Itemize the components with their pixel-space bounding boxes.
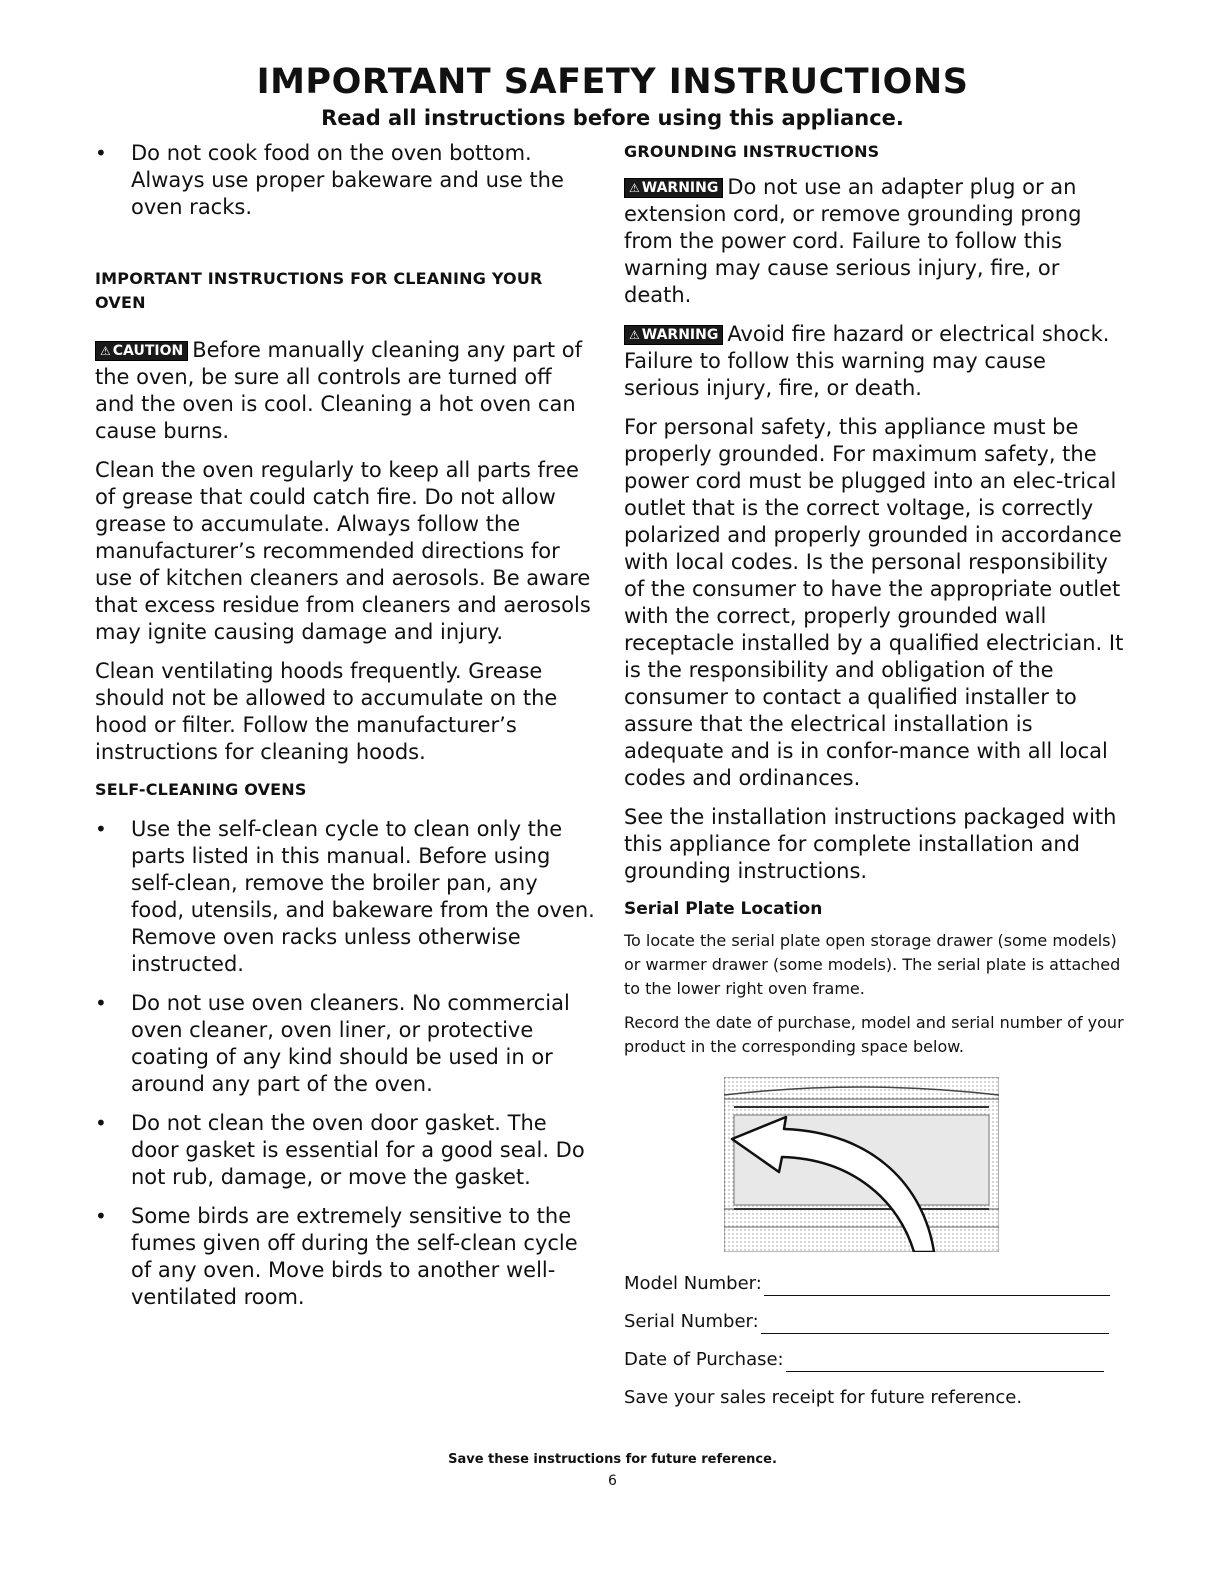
warning-badge-1: ⚠ WARNING xyxy=(624,178,723,198)
caution-paragraph xyxy=(95,337,595,445)
date-of-purchase-label: Date of Purchase: xyxy=(624,1349,784,1370)
caution-text: Before manually cleaning any part of the oven, be sure all controls are turned off and the oven is cool. Cleaning a hot oven can cause burns. xyxy=(95,338,583,443)
grease-paragraph: Clean the oven regularly to keep all parts free of grease that could catch fire. Do not allow grease to accumulate. Always follow the manufacturer’s recommended directions for use of kitchen cleaners and aerosols. Be aware that excess residue from cleaners and aerosols may ignite causing damage and injury. xyxy=(95,458,591,644)
bullet-oven-cleaners: • Do not use oven cleaners. No commercial oven cleaner, oven liner, or protective coating of any kind should be used in or around any part of the oven. xyxy=(95,990,595,1098)
serial-plate-figure xyxy=(724,1077,999,1252)
bullet-birds: • Some birds are extremely sensitive to the fumes given off during the self-clean cycle of any oven. Move birds to another well-ventilated room. xyxy=(95,1203,595,1311)
serial-heading: Serial Plate Location xyxy=(624,899,823,919)
self-clean-heading: SELF-CLEANING OVENS xyxy=(95,780,307,799)
bullet-cook-bottom: • Do not cook food on the oven bottom. Always use proper bakeware and use the oven racks. xyxy=(95,140,595,221)
page-number: 6 xyxy=(608,1473,617,1489)
warning-triangle-icon: ⚠ xyxy=(629,181,640,195)
cleaning-heading: IMPORTANT INSTRUCTIONS FOR CLEANING YOUR OVEN xyxy=(95,269,543,312)
warning-badge-2: ⚠ WARNING xyxy=(624,325,723,345)
bullet-self-clean-parts: • Use the self-clean cycle to clean only the parts listed in this manual. Before using self-clean, remove the broiler pan, any food, utensils, and bakeware from the oven. Remove oven racks unless otherwise instructed. xyxy=(95,816,595,978)
hoods-paragraph: Clean ventilating hoods frequently. Grease should not be allowed to accumulate on the hood or filter. Follow the manufacturer’s instructions for cleaning hoods. xyxy=(95,659,558,764)
warning-paragraph-1 xyxy=(624,174,1124,309)
installation-paragraph: See the installation instructions packaged with this appliance for complete installation and grounding instructions. xyxy=(624,805,1117,883)
warning-triangle-icon: ⚠ xyxy=(100,344,111,358)
date-of-purchase-line xyxy=(786,1351,1104,1372)
caution-badge: ⚠ CAUTION xyxy=(95,341,188,361)
bullet-door-gasket: • Do not clean the oven door gasket. The door gasket is essential for a good seal. Do not rub, damage, or move the gasket. xyxy=(95,1110,595,1191)
warning-triangle-icon: ⚠ xyxy=(629,328,640,342)
serial-text: To locate the serial plate open storage drawer (some models) or warmer drawer (some models). The serial plate is attached to the lower right oven frame. xyxy=(624,931,1121,998)
grounding-heading: GROUNDING INSTRUCTIONS xyxy=(624,142,880,161)
oven-drawer-illustration xyxy=(724,1077,999,1252)
serial-number-row xyxy=(624,1310,1124,1334)
model-number-row xyxy=(624,1272,1124,1296)
right-column xyxy=(624,140,1124,1424)
left-column xyxy=(95,140,595,1323)
model-number-label: Model Number: xyxy=(624,1273,762,1294)
warning-text-2: Avoid fire hazard or electrical shock. Failure to follow this warning may cause serious injury, fire, or death. xyxy=(624,322,1110,400)
page-subtitle: Read all instructions before using this appliance. xyxy=(321,106,904,130)
serial-number-label: Serial Number: xyxy=(624,1311,759,1332)
save-receipt-text: Save your sales receipt for future reference. xyxy=(624,1387,1023,1408)
serial-number-line xyxy=(761,1313,1109,1334)
model-number-line xyxy=(764,1275,1110,1296)
record-text: Record the date of purchase, model and serial number of your product in the corresponding space below. xyxy=(624,1013,1124,1056)
page-title: IMPORTANT SAFETY INSTRUCTIONS xyxy=(256,62,969,102)
warning-paragraph-2 xyxy=(624,321,1124,402)
warning-text-1: Do not use an adapter plug or an extension cord, or remove grounding prong from the power cord. Failure to follow this warning may cause serious injury, fire, or death. xyxy=(624,175,1082,307)
grounding-paragraph: For personal safety, this appliance must be properly grounded. For maximum safety, the power cord must be plugged into an elec-trical outlet that is the correct voltage, is correctly polarized and properly grounded in accordance with local codes. Is the personal responsibility of the consumer to have the appropriate outlet with the correct, properly grounded wall receptacle installed by a qualified electrician. It is the responsibility and obligation of the consumer to contact a qualified installer to assure that the electrical installation is adequate and is in confor-mance with all local codes and ordinances. xyxy=(624,415,1124,790)
self-clean-bullets xyxy=(95,816,595,1311)
footer-save-text: Save these instructions for future reference. xyxy=(448,1452,777,1467)
intro-bullets xyxy=(95,140,595,221)
date-of-purchase-row xyxy=(624,1348,1124,1372)
